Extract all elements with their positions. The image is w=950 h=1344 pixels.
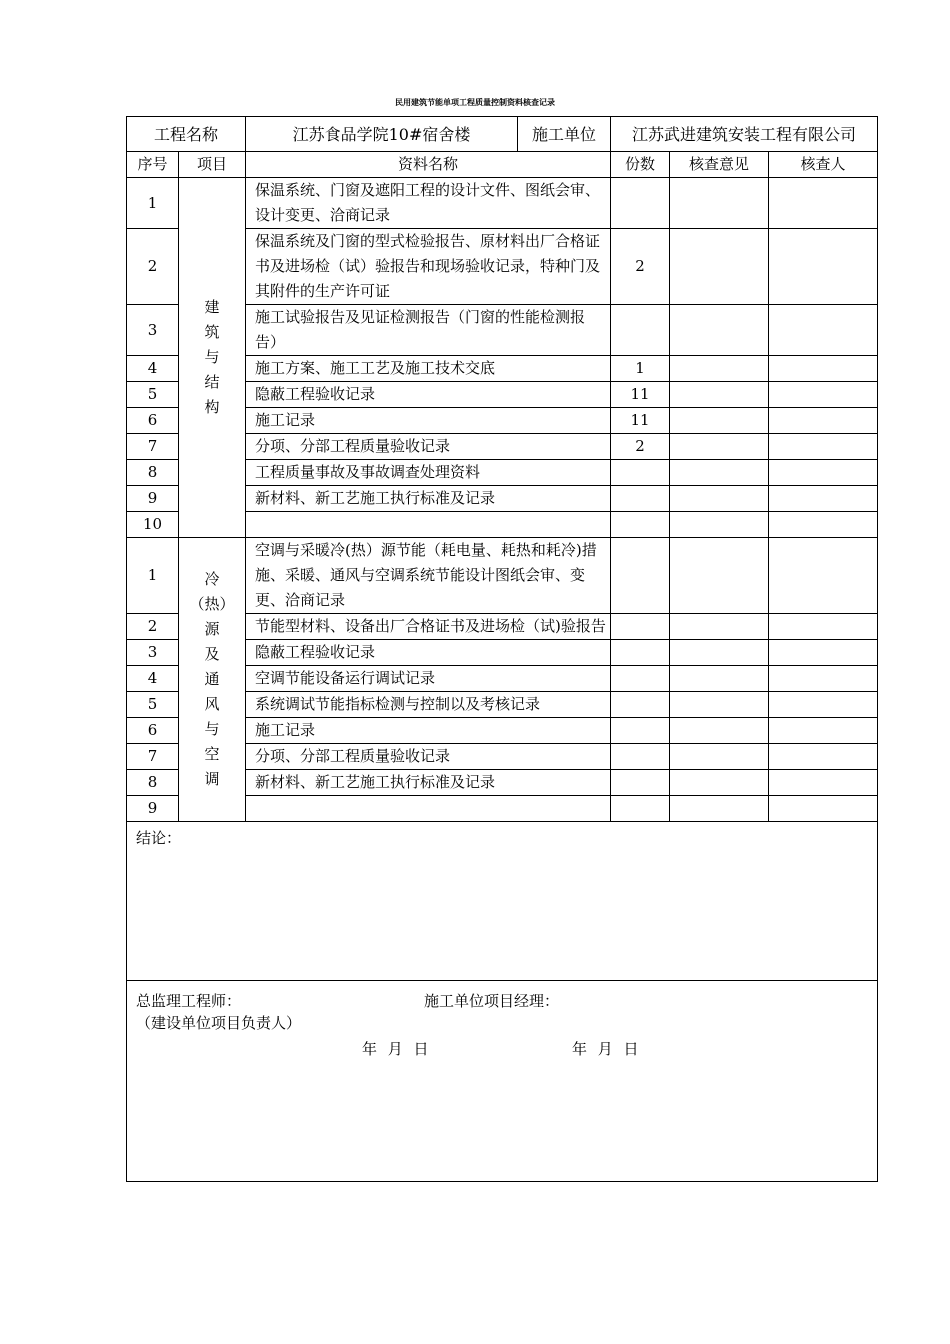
group-label-char: 筑 (204, 323, 220, 341)
checker-cell (769, 512, 878, 538)
checker-cell (769, 796, 878, 822)
document-name: 节能型材料、设备出厂合格证书及进场检（试)验报告 (246, 614, 611, 640)
checker-cell (769, 305, 878, 356)
project-info-row (127, 117, 878, 152)
document-name (246, 796, 611, 822)
opinion-cell (670, 692, 769, 718)
opinion-cell (670, 229, 769, 305)
document-name: 工程质量事故及事故调查处理资料 (246, 460, 611, 486)
copies-count (611, 718, 670, 744)
opinion-cell (670, 356, 769, 382)
col-header-no: 序号 (127, 152, 179, 178)
opinion-cell (670, 666, 769, 692)
row-number: 5 (127, 692, 179, 718)
row-number: 7 (127, 744, 179, 770)
checker-cell (769, 229, 878, 305)
row-number: 2 (127, 614, 179, 640)
group-label (179, 178, 246, 538)
opinion-cell (670, 770, 769, 796)
group-label-char: 及 (204, 645, 220, 663)
copies-count (611, 614, 670, 640)
owner-rep-label: （建设单位项目负责人） (136, 1014, 302, 1032)
group-label-char: 建 (204, 298, 220, 316)
row-number: 6 (127, 408, 179, 434)
group-label-char: 源 (204, 620, 220, 638)
opinion-cell (670, 460, 769, 486)
group-label-char: 通 (204, 670, 220, 688)
checker-cell (769, 744, 878, 770)
document-name: 分项、分部工程质量验收记录 (246, 434, 611, 460)
table-row (127, 178, 878, 229)
document-name: 施工记录 (246, 718, 611, 744)
document-name: 隐蔽工程验收记录 (246, 382, 611, 408)
project-name-value: 江苏食品学院10#宿舍楼 (246, 117, 518, 152)
copies-count: 11 (611, 408, 670, 434)
document-name (246, 512, 611, 538)
conclusion-label: 结论： (136, 829, 182, 847)
construction-unit-label: 施工单位 (518, 117, 611, 152)
construction-unit-value: 江苏武进建筑安装工程有限公司 (611, 117, 878, 152)
document-name: 新材料、新工艺施工执行标准及记录 (246, 770, 611, 796)
copies-count (611, 305, 670, 356)
copies-count: 1 (611, 356, 670, 382)
checker-cell (769, 382, 878, 408)
col-header-checker: 核查人 (769, 152, 878, 178)
copies-count: 2 (611, 434, 670, 460)
document-name: 隐蔽工程验收记录 (246, 640, 611, 666)
checker-cell (769, 486, 878, 512)
copies-count (611, 744, 670, 770)
checker-cell (769, 718, 878, 744)
row-number: 1 (127, 178, 179, 229)
document-title: 民用建筑节能单项工程质量控制资料核查记录 (395, 98, 555, 107)
checker-cell (769, 692, 878, 718)
chief-supervisor-label: 总监理工程师： (136, 992, 242, 1010)
copies-count (611, 796, 670, 822)
signature-row (127, 981, 878, 1182)
group-label-char: 与 (204, 720, 220, 738)
checker-cell (769, 356, 878, 382)
document-name: 保温系统及门窗的型式检验报告、原材料出厂合格证书及进场检（试）验报告和现场验收记录，特种门及其附件的生产许可证 (246, 229, 611, 305)
copies-count: 11 (611, 382, 670, 408)
table-row (127, 538, 878, 614)
document-name: 空调节能设备运行调试记录 (246, 666, 611, 692)
copies-count (611, 178, 670, 229)
document-name: 分项、分部工程质量验收记录 (246, 744, 611, 770)
copies-count (611, 486, 670, 512)
conclusion-row (127, 822, 878, 981)
contractor-date: 年 月 日 (572, 1040, 639, 1058)
opinion-cell (670, 382, 769, 408)
document-name: 保温系统、门窗及遮阳工程的设计文件、图纸会审、设计变更、洽商记录 (246, 178, 611, 229)
checker-cell (769, 640, 878, 666)
checker-cell (769, 538, 878, 614)
document-name: 空调与采暖冷(热）源节能（耗电量、耗热和耗冷)措施、采暖、通风与空调系统节能设计图纸会审、变更、洽商记录 (246, 538, 611, 614)
signature-cell (127, 981, 878, 1182)
copies-count (611, 666, 670, 692)
copies-count (611, 538, 670, 614)
document-name: 施工试验报告及见证检测报告（门窗的性能检测报告） (246, 305, 611, 356)
opinion-cell (670, 486, 769, 512)
opinion-cell (670, 744, 769, 770)
opinion-cell (670, 718, 769, 744)
col-header-name: 资料名称 (246, 152, 611, 178)
copies-count (611, 692, 670, 718)
group-label-char: 调 (204, 770, 220, 788)
checker-cell (769, 770, 878, 796)
col-header-copies: 份数 (611, 152, 670, 178)
row-number: 3 (127, 305, 179, 356)
group-label-char: 风 (204, 695, 220, 713)
checker-cell (769, 408, 878, 434)
conclusion-cell (127, 822, 878, 981)
opinion-cell (670, 614, 769, 640)
opinion-cell (670, 640, 769, 666)
group-label (179, 538, 246, 822)
opinion-cell (670, 178, 769, 229)
group-label-char: 结 (204, 373, 220, 391)
row-number: 5 (127, 382, 179, 408)
opinion-cell (670, 408, 769, 434)
document-name: 施工方案、施工工艺及施工技术交底 (246, 356, 611, 382)
copies-count (611, 460, 670, 486)
opinion-cell (670, 796, 769, 822)
copies-count: 2 (611, 229, 670, 305)
col-header-item: 项目 (179, 152, 246, 178)
document-name: 新材料、新工艺施工执行标准及记录 (246, 486, 611, 512)
row-number: 9 (127, 486, 179, 512)
row-number: 7 (127, 434, 179, 460)
supervisor-date: 年 月 日 (362, 1040, 429, 1058)
project-name-label: 工程名称 (127, 117, 246, 152)
opinion-cell (670, 538, 769, 614)
group-label-char: 构 (204, 398, 220, 416)
row-number: 8 (127, 460, 179, 486)
copies-count (611, 770, 670, 796)
group-label-char: 与 (204, 348, 220, 366)
checker-cell (769, 178, 878, 229)
group-label-char: 空 (204, 745, 220, 763)
quality-check-table (126, 116, 878, 1182)
checker-cell (769, 666, 878, 692)
document-name: 施工记录 (246, 408, 611, 434)
row-number: 9 (127, 796, 179, 822)
column-header-row (127, 152, 878, 178)
row-number: 6 (127, 718, 179, 744)
checker-cell (769, 460, 878, 486)
group-label-char: 冷 (204, 570, 220, 588)
row-number: 3 (127, 640, 179, 666)
row-number: 4 (127, 356, 179, 382)
checker-cell (769, 614, 878, 640)
document-name: 系统调试节能指标检测与控制以及考核记录 (246, 692, 611, 718)
opinion-cell (670, 305, 769, 356)
opinion-cell (670, 512, 769, 538)
opinion-cell (670, 434, 769, 460)
row-number: 2 (127, 229, 179, 305)
checker-cell (769, 434, 878, 460)
col-header-opinion: 核查意见 (670, 152, 769, 178)
copies-count (611, 512, 670, 538)
copies-count (611, 640, 670, 666)
row-number: 4 (127, 666, 179, 692)
group-label-char: （热） (189, 595, 235, 613)
row-number: 1 (127, 538, 179, 614)
row-number: 10 (127, 512, 179, 538)
row-number: 8 (127, 770, 179, 796)
contractor-pm-label: 施工单位项目经理： (424, 992, 560, 1010)
